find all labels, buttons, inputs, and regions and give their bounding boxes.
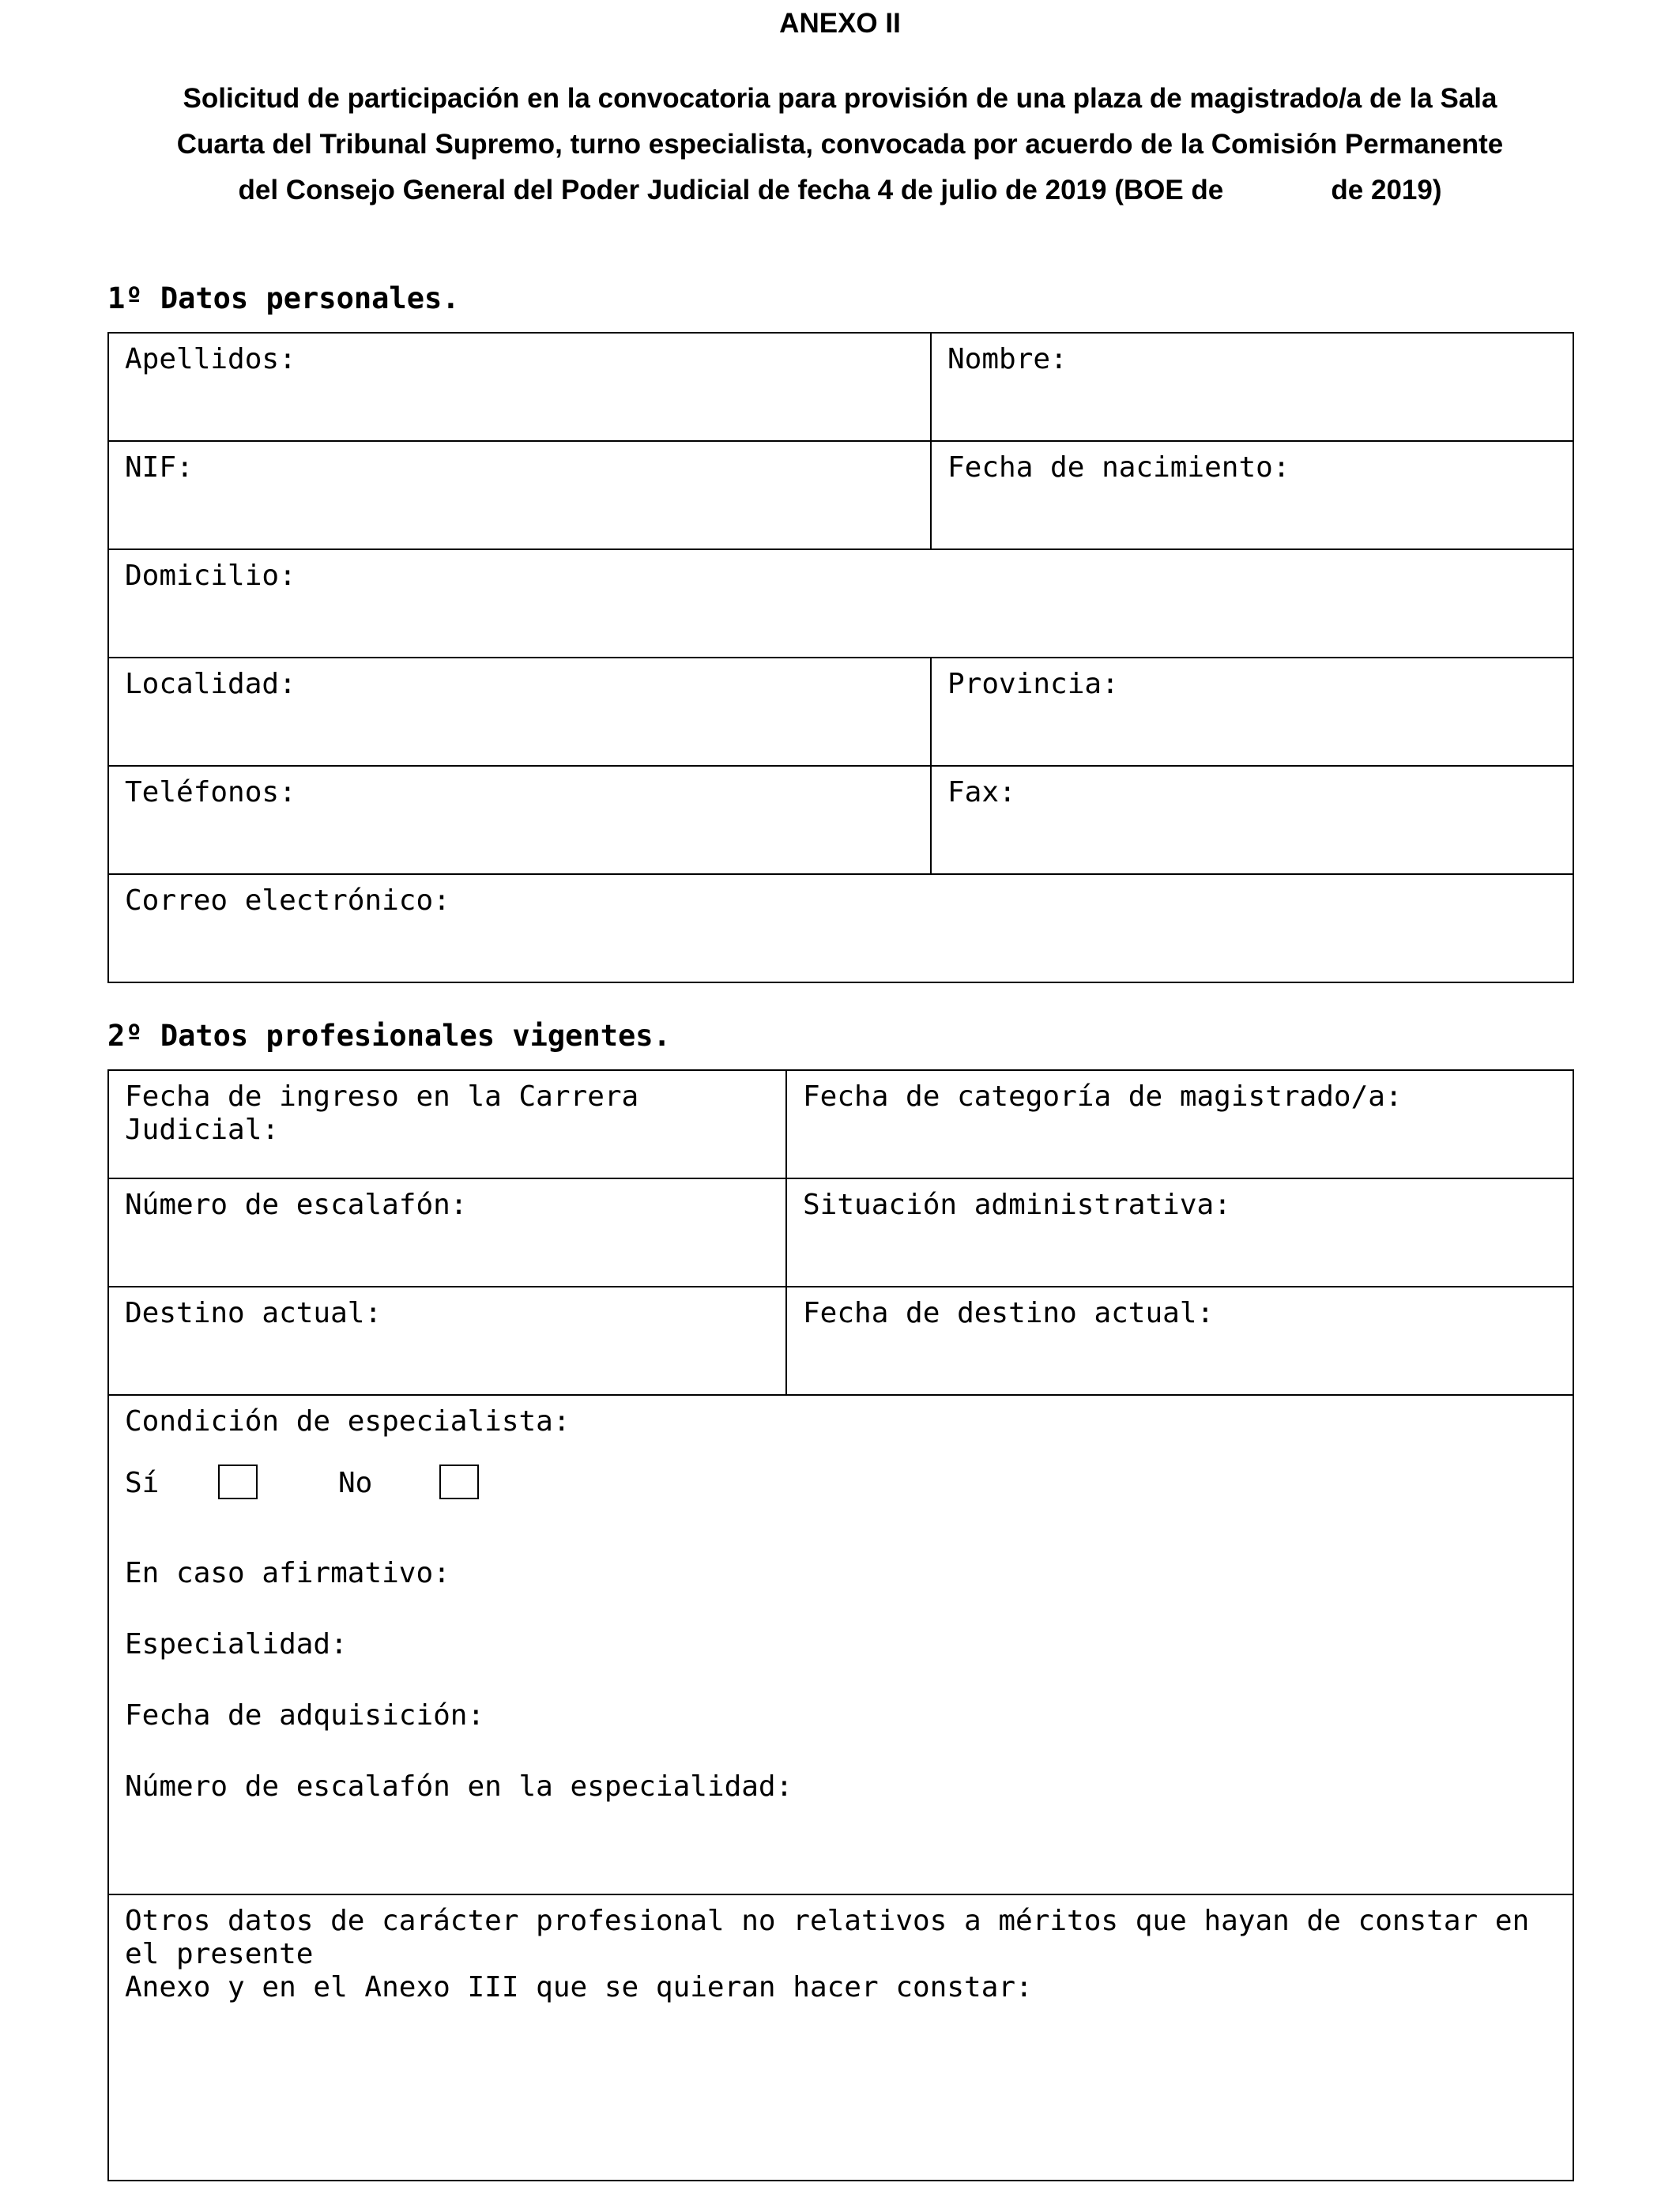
current-post-date-field[interactable] bbox=[786, 1287, 1573, 1395]
personal-data-table bbox=[107, 332, 1574, 983]
yes-checkbox[interactable] bbox=[218, 1465, 258, 1499]
other-data-label-line-1: Otros datos de carácter profesional no relativos a méritos que hayan de constar en el presente bbox=[125, 1905, 1530, 1970]
administrative-status-label: Situación administrativa: bbox=[803, 1189, 1231, 1221]
table-row bbox=[108, 1395, 1573, 1894]
table-row bbox=[108, 441, 1573, 549]
heading-line-2: Cuarta del Tribunal Supremo, turno especialista, convocada por acuerdo de la Comisión Permanente bbox=[176, 129, 1504, 160]
apellidos-field[interactable] bbox=[108, 333, 931, 441]
fax-field[interactable] bbox=[931, 766, 1573, 874]
ranking-number-field[interactable] bbox=[108, 1178, 786, 1287]
table-row bbox=[108, 658, 1573, 766]
ranking-number-label: Número de escalafón: bbox=[125, 1189, 468, 1221]
other-data-label-line-2: Anexo y en el Anexo III que se quieran hacer constar: bbox=[125, 1971, 1033, 2004]
other-data-field[interactable] bbox=[108, 1894, 1573, 2181]
table-row bbox=[108, 1287, 1573, 1395]
address-label: Domicilio: bbox=[125, 560, 296, 592]
professional-data-table bbox=[107, 1069, 1574, 2181]
email-field[interactable] bbox=[108, 874, 1573, 982]
table-row bbox=[108, 1894, 1573, 2181]
phones-label: Teléfonos: bbox=[125, 776, 296, 809]
nombre-field[interactable] bbox=[931, 333, 1573, 441]
apellidos-label: Apellidos: bbox=[125, 343, 296, 375]
nif-label: NIF: bbox=[125, 451, 194, 484]
no-label: No bbox=[338, 1467, 373, 1499]
locality-label: Localidad: bbox=[125, 668, 296, 700]
entry-date-field[interactable] bbox=[108, 1070, 786, 1178]
table-row bbox=[108, 333, 1573, 441]
province-label: Provincia: bbox=[947, 668, 1119, 700]
heading-line-3: del Consejo General del Poder Judicial de fecha 4 de julio de 2019 (BOE de de 2019) bbox=[238, 175, 1442, 205]
section-personal-data-title: 1º Datos personales. bbox=[107, 281, 460, 315]
section-professional-data-title: 2º Datos profesionales vigentes. bbox=[107, 1019, 671, 1053]
heading-line-1: Solicitud de participación en la convocatoria para provisión de una plaza de magistrado/a de la Sala bbox=[183, 83, 1497, 114]
yes-label: Sí bbox=[125, 1467, 160, 1499]
nombre-label: Nombre: bbox=[947, 343, 1068, 375]
birth-date-label: Fecha de nacimiento: bbox=[947, 451, 1290, 484]
affirmative-case-label: En caso afirmativo: bbox=[125, 1557, 450, 1589]
address-field[interactable] bbox=[108, 549, 1573, 658]
phones-field[interactable] bbox=[108, 766, 931, 874]
nif-field[interactable] bbox=[108, 441, 931, 549]
table-row bbox=[108, 1178, 1573, 1287]
acquisition-date-field[interactable]: Fecha de adquisición: bbox=[125, 1699, 485, 1732]
no-checkbox[interactable] bbox=[439, 1465, 479, 1499]
category-date-label: Fecha de categoría de magistrado/a: bbox=[803, 1080, 1403, 1113]
specialty-field[interactable]: Especialidad: bbox=[125, 1628, 348, 1661]
specialist-condition-cell bbox=[108, 1395, 1573, 1894]
locality-field[interactable] bbox=[108, 658, 931, 766]
document-heading bbox=[0, 76, 1680, 213]
specialty-ranking-field[interactable]: Número de escalafón en la especialidad: bbox=[125, 1770, 793, 1803]
specialist-condition-label: Condición de especialista: bbox=[125, 1405, 571, 1438]
category-date-field[interactable] bbox=[786, 1070, 1573, 1178]
current-post-label: Destino actual: bbox=[125, 1297, 382, 1329]
fax-label: Fax: bbox=[947, 776, 1016, 809]
table-row bbox=[108, 766, 1573, 874]
table-row bbox=[108, 1070, 1573, 1178]
current-post-field[interactable] bbox=[108, 1287, 786, 1395]
province-field[interactable] bbox=[931, 658, 1573, 766]
annex-title: ANEXO II bbox=[779, 8, 901, 39]
specialist-options bbox=[125, 1461, 1558, 1508]
birth-date-field[interactable] bbox=[931, 441, 1573, 549]
table-row bbox=[108, 549, 1573, 658]
email-label: Correo electrónico: bbox=[125, 884, 450, 917]
entry-date-label: Fecha de ingreso en la Carrera Judicial: bbox=[125, 1080, 639, 1146]
table-row bbox=[108, 874, 1573, 982]
current-post-date-label: Fecha de destino actual: bbox=[803, 1297, 1215, 1329]
administrative-status-field[interactable] bbox=[786, 1178, 1573, 1287]
